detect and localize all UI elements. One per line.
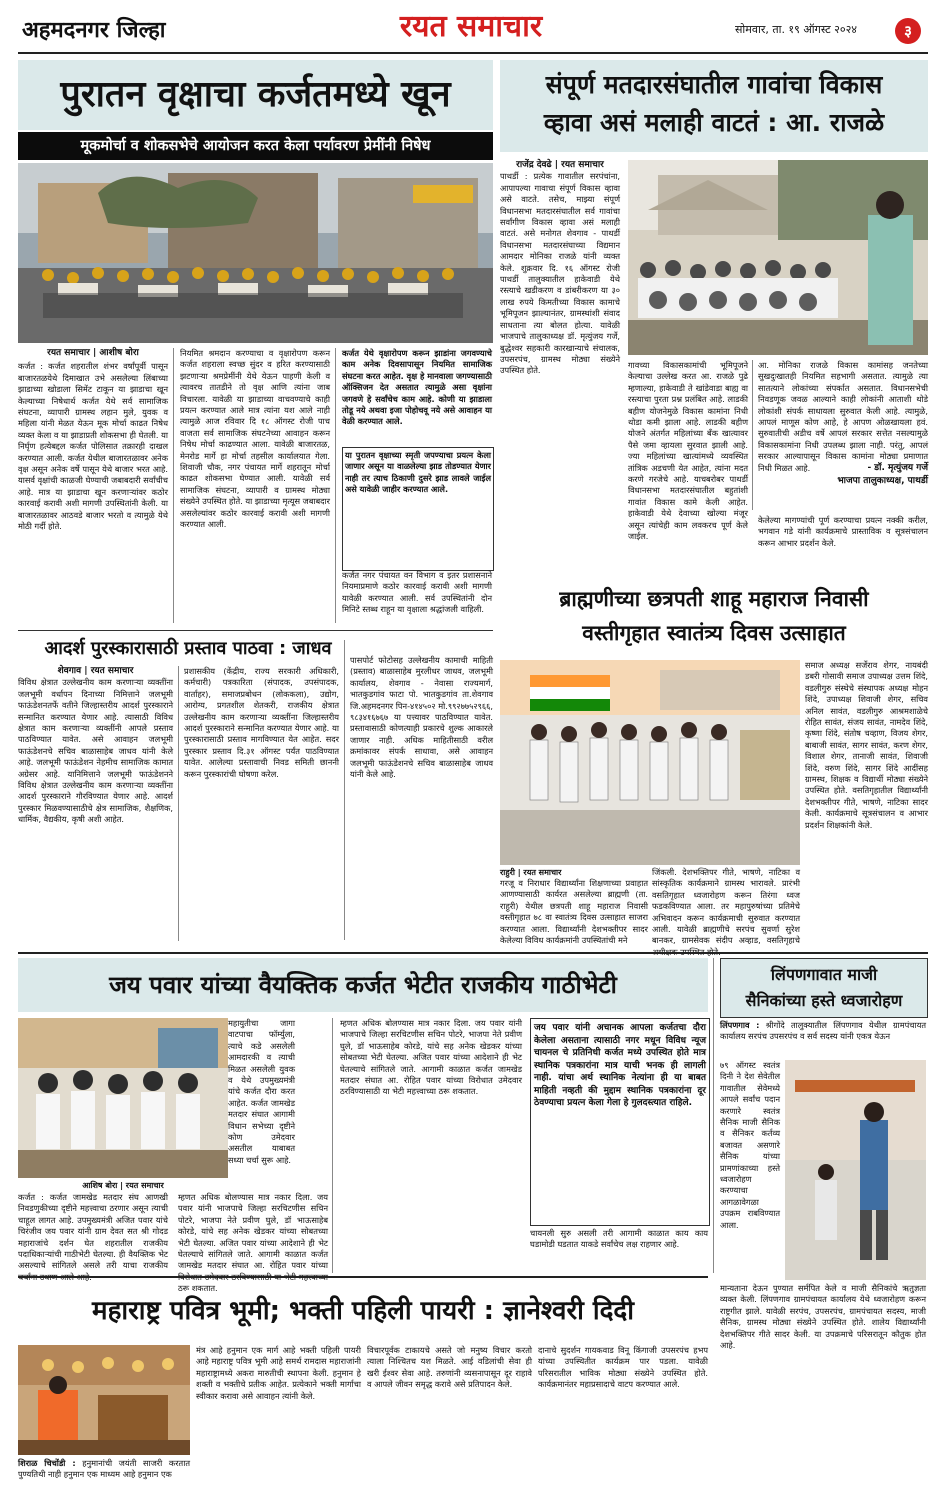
article1-col3-box: या पुरातन वृक्षाच्या स्मृती जपण्याचा प्रयत्न केला जाणार असून या वाळलेल्या झाड तोडण्यात येणार नाही तर त्याच ठिकाणी दुसरे झाड लावले जाईल असे यावेळी जाहीर करण्यात आले. bbox=[342, 447, 494, 571]
article5-col2: महायुतीचा जागा वाटपाचा फॉर्म्युला, त्याचे कडे असलेली आमदारकी व त्याची मिळत असलेली युवक व येथे उपमुख्यमंत्री यांचे कर्जत दौरा करत आहेत. कर्जत जामखेड मतदार संघात आगामी विधान सभेच्या दृष्टीने कोण उमेदवार असतील याबाबत सध्या चर्चा सुरू आहे. bbox=[228, 1018, 295, 1165]
article3-headline-box bbox=[500, 582, 928, 654]
article3-flag-photo bbox=[500, 660, 800, 865]
column-divider bbox=[332, 1018, 333, 1273]
article6-headline-line1: लिंपणगावात माजी bbox=[770, 965, 878, 984]
article5-col3: म्हणत अधिक बोलण्यास मात्र नकार दिला. जय पवार यांनी भाजपाचे जिल्हा सरचिटणीस सचिन पोटरे, भाजपा नेते प्रवीण घुले, डॉ भाऊसाहेब कोरडे, यांचे सह अनेक खेडकर यांच्या सोबतच्या भेटी घेतल्या. अजित पवार यांच्या आदेशाने ही भेट घेतल्याचे सांगितले जाते. आगामी काळात कर्जत जामखेड मतदार संघात आ. रोहित पवार यांच्या विरोधात उमेदवार ठरविण्यासाठी या भेटी महत्त्वाच्या ठरू शकतात. bbox=[340, 1018, 522, 1097]
article7-col4: दानाचे सुदर्शन गायकवाड विनू किंगाजी उपसरपंच हभप यांच्या उपस्थितीत कार्यक्रम पार पडला. यावेळी परिसरातील भाविक मोठ्या संख्येने उपस्थित होते. कार्यक्रमानंतर महाप्रसादाचे वाटप करण्यात आले. bbox=[538, 1345, 708, 1390]
article1-byline: रयत समाचार | आशीष बोरा bbox=[47, 348, 139, 358]
article2-headline-line1: संपूर्ण मतदारसंघातील गावांचा विकास bbox=[545, 70, 883, 99]
column-divider bbox=[713, 958, 714, 1273]
article3-headline-line2: वस्तीगृहात स्वातंत्र्य दिवस उत्साहात bbox=[582, 621, 846, 645]
article2-col1-text: पाथर्डी : प्रत्येक गावातील सरपंचांना, आपापल्या गावाचा संपूर्ण विकास व्हावा असे वाटते. तसेच, माझ्या संपूर्ण विधानसभा मतदारसंघातील सर्व गावांचा सर्वांगीण विकास व्हावा असं मलाही वाटतं. असे मनोगत शेवगाव - पाथर्डी विधानसभा मतदारसंघाच्या विद्यमान आमदार मोनिका राजळे यांनी व्यक्त केले. शुक्रवार दि. १६ ऑगस्ट रोजी पाथर्डी तालुक्यातील हाकेवाडी येथे रस्त्याचे खडीकरण व डांबरीकरण या ३० लाख रुपये किमतीच्या विकास कामाचे भूमिपूजन झाल्यानंतर, ग्रामस्थांशी संवाद साधताना त्या बोलत होत्या. यावेळी भाजपाचे तालुकाध्यक्ष डॉ. मृत्युंजय गर्जे, बुद्धेश्वर सहकारी कारखान्याचे संचालक, उपसरपंच, ग्रामस्थ मोठ्या संख्येने उपस्थित होते. bbox=[500, 171, 620, 376]
district-label: अहमदनगर जिल्हा bbox=[22, 18, 166, 43]
section-rule bbox=[18, 630, 493, 631]
article2-headline-box bbox=[500, 60, 928, 152]
article3-bottom-col2: जिंकली. देशभक्तिपर गीते, भाषणे, नाटिका व सांस्कृतिक कार्यक्रमाने ग्रामस्थ भारावले. प्रारंभी वसतिगृहात ध्वजारोहण करून तिरंगा ध्वज फडकविण्यात आला. तर महापुरुषांच्या प्रतिमेचे अभिवादन करून कार्यक्रमाची सुरुवात करण्यात आली. यावेळी ब्राह्मणीचे सरपंच सुवर्णा सुरेश बानकर, ग्रामसेवक संदीप अव्हाड, वसतिगृहाचे bbox=[652, 867, 800, 946]
article3-byline: राहुरी | रयत समाचार bbox=[500, 868, 562, 877]
article2-signature bbox=[758, 462, 928, 498]
article2-signature-name: - डॉ. मृत्युंजय गर्जे bbox=[867, 463, 928, 473]
article7-col2: मंत्र आहे हनुमान एक मार्ग आहे भक्ती पहिली पायरी आहे महाराष्ट्र पवित्र भूमी आहे समर्थ रामदास महाराजांनी महाराष्ट्रामध्ये अकरा मारुतीची स्थापना केली. हनुमान हे शक्ती व भक्तीचे प्रतीक आहेत. प्रत्येकाने भक्ती मार्गाचा स्वीकार करावा असे आवाहन त्यांनी केले. bbox=[196, 1345, 361, 1401]
article5-box-tail: चायनली सुरु असली तरी आगामी काळात काय काय घडामोडी घडतात याकडे सर्वांचेच लक्ष राहणार आहे. bbox=[530, 1228, 708, 1250]
article5-meeting-photo bbox=[18, 1018, 228, 1178]
issue-date: सोमवार, ता. १९ ऑगस्ट २०२४ bbox=[735, 23, 858, 36]
article4-headline: आदर्श पुरस्कारासाठी प्रस्ताव पाठवा : जाधव bbox=[44, 638, 332, 659]
article6-flag-photo bbox=[785, 1060, 926, 1280]
article6-intro bbox=[720, 1020, 926, 1056]
section-rule bbox=[18, 1276, 708, 1278]
article7-temple-photo bbox=[18, 1345, 190, 1455]
article6-bottom: मान्यताना देऊन पुण्यात सर्मपित केले व माजी सैनिकांचे ऋतुज्ञता व्यक्त केली. लिंपणगाव ग्रामपंचायत कार्यालय येथे ध्वजारोहण करून राष्ट्रगीत झाले. यावेळी सरपंच, उपसरपंच, ग्रामपंचायत सदस्य, माजी सैनिक, ग्रामस्थ मोठ्या संख्येने उपस्थित होते. शालेय विद्यार्थ्यांनी देशभक्तिपर गीते सादर केली. या उपक्रमाचे परिसरातून कौतुक होत आहे. bbox=[720, 1283, 926, 1351]
article1-col2: नियमित श्रमदान करण्याचा व वृक्षारोपण करून कर्जत शहराला स्वच्छ सुंदर व हरित करण्यासाठी झटणाऱ्या श्रमप्रेमींनी येथे येऊन पाहणी केली व त्यावरच तातडीने तो वृक्ष आणि त्यांना जाब विचारला. यावेळी या झाडाच्या वाचवण्याचे काही प्रयत्न करण्यात आले मात्र त्यांना यश आले नाही त्यामुळे आज रविवार दि १८ ऑगस्ट रोजी पाच वाजता सर्व सामाजिक संघटनेच्या आवाहन करून निषेध मोर्चा काढण्यात आला. यावेळी बाजारतळ, मेनरोड मार्गे हा मोर्चा तहसील कार्यालयात गेला. शिवाजी चौक, नगर पंचायत मार्गे शहरातून मोर्चा काढत शोकसभा घेण्यात आली. यावेळी सर्व सामाजिक संघटना, व्यापारी व ग्रामस्थ मोठ्या संख्येने उपस्थित होते. या झाडाच्या मृत्यूस जबाबदार असलेल्यांवर कठोर कारवाई करावी अशी मागणी करण्यात आली. bbox=[180, 348, 330, 530]
article7-col3: विचारपूर्वक टाकायचे असते जो मनुष्य विचार करतो त्याला निश्चितच यश मिळते. आई वडिलांची सेवा ही खरी ईश्वर सेवा आहे. तरुणांनी व्यसनापासून दूर राहावे व आपले जीवन समृद्ध करावे असे प्रतिपादन केले. bbox=[367, 1345, 532, 1390]
column-divider bbox=[173, 348, 174, 623]
header-rule bbox=[18, 52, 928, 54]
article2-headline-line2: व्हावा असं मलाही वाटतं : आ. राजळे bbox=[543, 108, 885, 137]
article5-headline-box bbox=[18, 958, 708, 1012]
article6-intro-text: श्रीगोंदे तालुक्यातील लिंपणगाव येथील ग्रामपंचायत कार्यालय सरपंच उपसरपंच व सर्व सदस्य यांनी एकत्र येऊन bbox=[720, 1020, 927, 1042]
article2-col1 bbox=[500, 160, 620, 578]
article2-byline: राजेंद्र देवढे | रयत समाचार bbox=[516, 160, 604, 170]
article6-side: ७९ ऑगस्ट स्वतंत्र दिनी ने देश सेवेतील गावातील सेवेमध्ये आपले सर्वांच पदान करणारे स्वतंत्र सैनिक माजी सैनिक व सैनिकर कर्तव्य बजावत असणारे सैनिक यांच्या प्रामणांकाच्या हस्ते ध्वजारोहण करण्याचा आगळावेगळा उपक्रम राबविण्यात आला. bbox=[720, 1060, 780, 1230]
article6-byline: लिंपणगाव : bbox=[720, 1020, 760, 1030]
column-divider bbox=[752, 360, 753, 510]
article2-signature-title: भाजपा तालुकाध्यक्ष, पाथर्डी bbox=[837, 476, 928, 486]
article1-protest-photo bbox=[18, 163, 493, 343]
article4-col1-text: विविध क्षेत्रात उल्लेखनीय काम करणाऱ्या व्यक्तींना जलभूमी वर्धापन दिनाच्या निमित्ताने जलभूमी फाऊंडेशनतर्फे वतीने जिल्हास्तरीय आदर्श पुरस्काराने सन्मानित करण्यात येणार आहे. त्यासाठी विविध क्षेत्रात काम करणाऱ्या व्यक्तींनी आपले प्रस्ताव पाठविण्यात यावेत. असे आवाहन जलभूमी फाऊंडेशनचे सचिव बाळासाहेब जाधव यांनी केले आहे. जलभूमी फाऊंडेशन नेहमीच सामाजिक कामात अग्रेसर आहे. यानिमित्ताने जलभूमी फाऊंडेशनने विविध क्षेत्रात उल्लेखनीय काम करणाऱ्या व्यक्तींना आदर्श पुरस्काराने गौरविण्यात येणार आहे. आदर्श पुरस्कार मिळवण्यासाठीचे क्षेत्र सामाजिक, शैक्षणिक, धार्मिक, वैद्यकीय, कृषी अशी आहेत. bbox=[18, 677, 173, 825]
article1-col1 bbox=[18, 348, 168, 626]
article7-col1 bbox=[18, 1458, 190, 1488]
article6-headline-box bbox=[720, 958, 928, 1018]
article7-headline: महाराष्ट्र पवित्र भूमी; भक्ती पहिली पायरी : ज्ञानेश्वरी दिदी bbox=[92, 1296, 634, 1326]
article5-col1-cont: म्हणत अधिक बोलण्यास मात्र नकार दिला. जय पवार यांनी भाजपाचे जिल्हा सरचिटणीस सचिन पोटरे, भाजपा नेते प्रवीण घुले, डॉ भाऊसाहेब कोरडे, यांचे सह अनेक खेडकर यांच्या सोबतच्या भेटी घेतल्या. अजित पवार यांच्या आदेशाने ही भेट घेतल्याचे सांगितले जाते. आगामी काळात कर्जत जामखेड मतदार संघात आ. रोहित पवार यांच्या ठरू शकतात. bbox=[178, 1192, 328, 1294]
article2-meeting-photo bbox=[628, 160, 928, 355]
article4-col3: पासपोर्ट फोटोसह उल्लेखनीय कामाची माहिती (प्रस्ताव) बाळासाहेब मुरलीधर जाधव, जलभूमी कार्यालय, शेवगाव - नेवासा राज्यमार्ग, भातकुडगांव फाटा पो. भातकुडगांव ता.शेवगाव जि.अहमदनगर पिन-४१४५०२ मो.९९२७७५२९६६, ९८३४१६७६७ या पत्त्यावर पाठविण्यात यावेत. प्रस्तावासाठी कोणत्याही प्रकारचे शुल्क आकारले जाणार नाही. अधिक माहितीसाठी वरील क्रमांकावर संपर्क साधावा, असे आवाहन जलभूमी फाऊंडेशनचे सचिव बाळासाहेब जाधव यांनी केले आहे. bbox=[350, 655, 493, 780]
article7-byline: शिराळ चिचोंडी : bbox=[18, 1458, 76, 1468]
article7-col1-text: हनुमानांची जयंती साजरी करतात पुण्यतिथी नाही हनुमान एक माध्यम आहे हनुमान एक bbox=[18, 1458, 190, 1480]
article6-headline-line2: सैनिकांच्या हस्ते ध्वजारोहण bbox=[745, 991, 903, 1010]
article1-col1-text: कर्जत : कर्जत शहरातील शंभर वर्षांपूर्वी पासून बाजारतळयेथे दिमाखात उभे असलेल्या लिंबाच्या झाडाच्या खोडाला सिमेंट टाकून या झाडाचा खून केल्याच्या निषेधार्थ कर्जत येथे सर्व सामाजिक संघटना, व्यापारी ग्रामस्थ लहान मुले, युवक व महिला यांनी मेळत येऊन मूक मोर्चा काढत निषेध व्यक्त केला व या झाडाप्रती शोकसभा ही घेतली. या निर्घृण हत्येबद्दल कर्जत पोलिसात तक्रारही दाखल करण्यात आली. कर्जत येथील बाजारतळावर अनेक वृक्ष असून अनेक वर्षे पासून येथे बाजार भरत आहे. यासर्व वृक्षांची काळजी घेण्याची जबाबदारी सर्वांचीच आहे. मात्र या झाडाचा खून करणाऱ्यांवर कठोर कारवाई करावी अशी मागणी उपस्थितांनी केली. या बाजारतळावर आठवडे बाजार भरतो व त्यामुळे येथे मोठी गर्दी होते. bbox=[18, 361, 168, 532]
column-divider bbox=[178, 666, 179, 941]
article1-subhead: मूकमोर्चा व शोकसभेचे आयोजन करत केला पर्यावरण प्रेमींनी निषेध bbox=[18, 132, 493, 160]
page-number-badge: ३ bbox=[895, 18, 921, 44]
column-divider bbox=[335, 348, 336, 623]
article5-box: जय पवार यांनी अचानक आपला कर्जतचा दौरा केलेला असताना त्यासाठी नगर मधून विविध न्यूज चायनल चे प्रतिनिधी कर्जत मध्ये उपस्थित होते मात्र स्थानिक पत्रकारांना मात्र याची भनक ही लागली नाही. यांचा अर्थ स्थानिक नेत्यांना ही या बाबत माहिती नव्हती की मुद्दाम स्थानिक पत्रकारांना दूर ठेवण्याचा प्रयत्न केला गेला हे गुलदस्त्यात राहिले. bbox=[530, 1018, 710, 1226]
article4-col2: प्रशासकीय (केंद्रीय, राज्य सरकारी अधिकारी, कर्मचारी) पत्रकारिता (संपादक, उपसंपादक, वार्ताहर), समाजप्रबोधन (लोककला), उद्योग, आरोग्य, प्रगतशील शेतकरी, राजकीय क्षेत्रात उल्लेखनीय काम करणाऱ्या व्यक्तींना जिल्हास्तरीय आदर्श पुरस्काराने सन्मानित करण्यात येणार आहे. या पुरस्कारासाठी प्रस्ताव मागविण्यात येत आहेत. सदर पुरस्कार प्रस्ताव दि.३१ ऑगस्ट पर्यंत पाठविण्यात यावेत. आलेल्या प्रस्तावाची निवड समिती छाननी करून पुरस्कारांची घोषणा करेल. bbox=[184, 666, 339, 779]
article1-headline: पुरातन वृक्षाचा कर्जतमध्ये खून bbox=[60, 74, 451, 115]
column-divider bbox=[344, 640, 345, 940]
article2-col3: आ. मोनिका राजळे विकास कामांसह जनतेच्या सुखदुःखातही नियमित सहभागी असतात. त्यामुळे त्या सातत्याने लोकांच्या संपर्कात असतात. विधानसभेची निवडणूक जवळ आल्याने काही लोकांनी आताशी थोडे लोकांशी संपर्क साधायला सुरुवात केली आहे. त्यामुळे, आपलं माणूस कोण आहे, हे आपण ओळखायला हवं. सुरुवातीची अडीच वर्षे आपलं सरकार सत्तेत नसल्यामुळे विकासकामांना निधी उपलब्ध झाला नाही. परंतु, आपलं सरकार आल्यापासून विकास कामांना मोठ्या प्रमाणात निधी मिळत आहे. bbox=[758, 360, 928, 473]
paper-logo: रयत समाचार bbox=[399, 9, 543, 44]
article1-col3-highlight: कर्जत येथे वृक्षारोपण करून झाडांना जगवण्याचे काम अनेक दिवसापासून नियमित सामाजिक संघटना करत आहेत. वृक्ष हे मानवाला जगण्यासाठी ऑक्सिजन देत असतात त्यामुळे असा वृक्षांना जगवणे हे सर्वांचेच काम आहे. कोणी या झाडाला तोडू नये अथवा इजा पोहोचवू नये असे आवाहन या वेळी करण्यात आले. bbox=[342, 348, 492, 427]
article4-col1 bbox=[18, 666, 173, 946]
article5-headline: जय पवार यांच्या वैयक्तिक कर्जत भेटीत राजकीय गाठीभेटी bbox=[109, 971, 617, 999]
article1-col3-rest: कर्जत नगर पंचायत वन विभाग व इतर प्रशासनाने नियमाप्रमाणे कठोर कारवाई करावी अशी मागणी यावेळी करण्यात आली. सर्व उपस्थितांनी दोन मिनिटे स्तब्ध राहून या वृक्षाला श्रद्धांजली वाहिली. bbox=[342, 570, 492, 615]
article1-headline-box bbox=[18, 60, 493, 130]
article3-right-col: समाज अध्यक्ष सर्जेराव शेगर, नायबंदी डबरी गोसावी समाज उपाध्यक्ष उत्तम शिंदे, वडलीगुरु संस्थेचे संस्थापक अध्यक्ष मोहन शिंदे, उपाध्यक्ष शिवाजी शेगर, सचिव अनिल सावंत, वडलीगुरु आश्रमशाळेचे रोहित सावंत, संजय सावंत, नामदेव शिंदे, कृष्णा शिंदे, संतोष चव्हाण, विजय शेगर, बाबाजी सावंत, सागर सावंत, करण शेगर, विशाल शेगर, तानाजी सावंत, शिवाजी शिंदे, वरुण शिंदे, सागर शिंदे आदींसह ग्रामस्थ, शिक्षक व विद्यार्थी मोठ्या संख्येने उपस्थित होते. वसतिगृहातील विद्यार्थ्यांनी देशभक्तीपर गीते, भाषणे, नाटिका सादर केली. कार्यक्रमाचे सूत्रसंचालन व आभार प्रदर्शन शिक्षकांनी केले. bbox=[805, 660, 928, 830]
article3-headline-line1: ब्राह्मणीच्या छत्रपती शाहू महाराज निवासी bbox=[559, 587, 869, 611]
article2-col2: गावच्या विकासकामांची भूमिपूजने केल्याचा उल्लेख करत आ. राजळे पुढे म्हणाल्या, हाकेवाडी ते खांडेवाडा बाह्य वा रस्त्याचा पुरता प्रश्न प्रलंबित आहे. लाडकी बहीण योजनेमुळे विकास कामांना निधी थोडा कमी झाला आहे. लाडकी बहीण योजने अंतर्गत महिलांच्या बँक खात्यावर पैसे जमा व्हायला सुरवात झाली आहे. ज्या महिलांच्या खात्यांमध्ये व्यवस्थित तांत्रिक अडचणी येत आहेत, त्यांना मदत करणे गरजेचे आहे. याचबरोबर पाथर्डी विधानसभा मतदारसंघातील बहुतांशी गावांत विकास कामे केली आहेत. हाकेवाडी येथे देवाच्या खोल्या मंजूर असून त्यांचेही काम लवकरच पूर्ण केले जाईल. bbox=[628, 360, 748, 542]
article4-byline: शेवगाव | रयत समाचार bbox=[57, 666, 134, 676]
section-rule bbox=[18, 952, 928, 954]
article5-byline: आशिष बोरा | रयत समाचार bbox=[82, 1181, 164, 1190]
article5-col1: कर्जत : कर्जत जामखेड मतदार संघ आणखी निवडणुकीच्या दृष्टीने महत्त्वाचा ठरणार असून त्याची चाहूल लागत आहे. उपमुख्यमंत्री अजित पवार यांचे चिरंजीव जय पवार यांनी ग्राम देवत सत श्री गोदड महाराजांचे दर्शन घेत शहरातील राजकीय पदाधिकाऱ्यांची गाठीभेटी घेतल्या. ही वैयक्तिक भेट असल्याचे सांगितले असले तरी याचा राजकीय bbox=[18, 1192, 168, 1271]
article3-bottom-col1: गरजू व निराधार विद्यार्थ्यांना शिक्षणाच्या प्रवाहात आणण्यासाठी कार्यरत असलेल्या ब्राह्मणी (ता. राहुरी) येथील छत्रपती शाहू महाराज निवासी वस्तीगृहात ७८ वा स्वातंत्र्य दिवस उत्साहात साजरा करण्यात आला. विद्यार्थ्यांनी देशभक्तीपर सादर केलेल्या विविध कार्यक्रमांनी उपस्थितांची मने bbox=[500, 878, 648, 946]
article2-tail: केलेल्या मागण्यांची पूर्ण करण्याचा प्रयत्न नक्की करील, भगवान गडे यांनी कार्यक्रमाचे प्रास्ताविक व सूत्रसंचालन करून आभार प्रदर्शन केले. bbox=[758, 515, 928, 548]
